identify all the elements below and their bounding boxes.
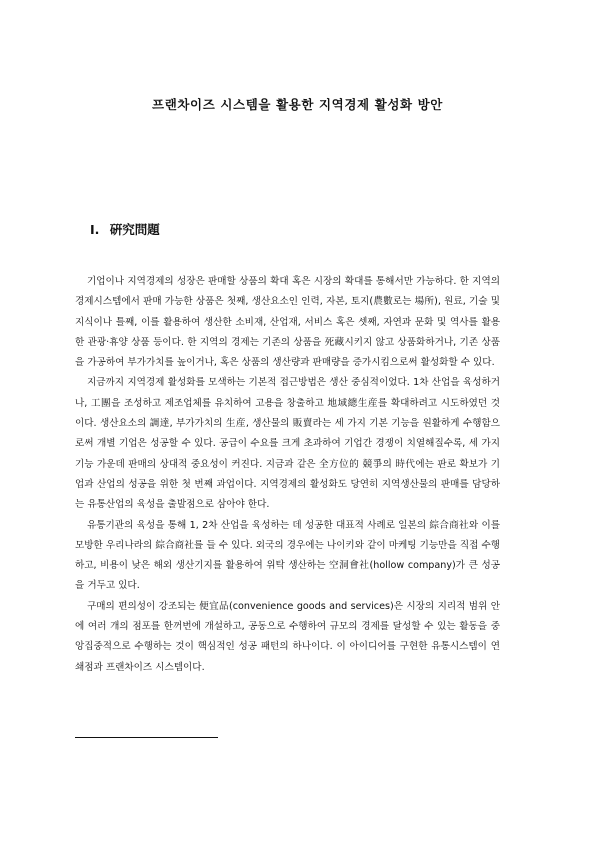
page-title: 프랜차이즈 시스템을 활용한 지역경제 활성화 방안 [152,97,443,112]
section-title: 硏究問題 [109,222,160,237]
footnote-divider [75,737,218,738]
paragraph: 구매의 편의성이 강조되는 便宜品(convenience goods and services)은 시장의 지리적 범위 안에 여러 개의 점포를 한꺼번에 개설하고, 공동으로 수행하여 규모의 경제를 달성할 수 있는 활동을 중앙집중적으로 수행하는 것이 핵심적인 성공 패턴의 하나이다. 이 아이디어를 구현한 유통시스템이 연쇄점과 프랜차이즈 시스템이다. [75,600,500,673]
paragraph: 기업이나 지역경제의 성장은 판매할 상품의 확대 혹은 시장의 확대를 통해서만 가능하다. 한 지역의 경제시스템에서 판매 가능한 상품은 첫째, 생산요소인 인력, 자본, 토지(農數로는 場所), 원료, 기술 및 지식이나 틀째, 이를 활용하여 생산한 소비재, 산업재, 서비스 혹은 셋째, 자연과 문화 및 역사를 활용한 관광·휴양 상품 등이다. 한 지역의 경제는 기존의 상품을 死藏시키지 않고 상품화하거나, 기존 상품을 가공하여 부가가치를 높이거나, 혹은 상품의 생산량과 판매량을 증가시킴으로써 활성화할 수 있다. [75,276,500,369]
body-text [75,272,500,678]
section-number: Ⅰ. [90,222,100,237]
paragraph: 유통기관의 육성을 통해 1, 2차 산업을 육성하는 데 성공한 대표적 사례로 일본의 綜合商社와 이를 모방한 우리나라의 綜合商社를 들 수 있다. 외국의 경우에는 나이키와 같이 마케팅 기능만을 직접 수행하고, 비용이 낮은 해외 생산기지를 활용하여 위탁 생산하는 空洞會社(hollow company)가 큰 성공을 거두고 있다. [75,519,500,592]
paragraph: 지금까지 지역경제 활성화를 모색하는 기본적 접근방법은 생산 중심적이었다. 1차 산업을 육성하거나, 工團을 조성하고 제조업체를 유치하여 고용을 창출하고 地域總生産를 확대하려고 시도하였던 것이다. 생산요소의 調達, 부가가치의 生産, 생산물의 販賣라는 세 가지 기본 기능을 원활하게 수행함으로써 개별 기업은 성공할 수 있다. 공급이 수요를 크게 초과하여 기업간 경쟁이 치열해질수록, 세 가지 기능 가운데 판매의 상대적 중요성이 커진다. 지금과 같은 全方位的 競爭의 時代에는 판로 확보가 기업과 산업의 성공을 위한 첫 번째 과업이다. 지역경제의 활성화도 당연히 지역생산물의 판매를 담당하는 유통산업의 육성을 출발점으로 삼아야 한다. [75,377,500,511]
section-heading [90,220,160,238]
